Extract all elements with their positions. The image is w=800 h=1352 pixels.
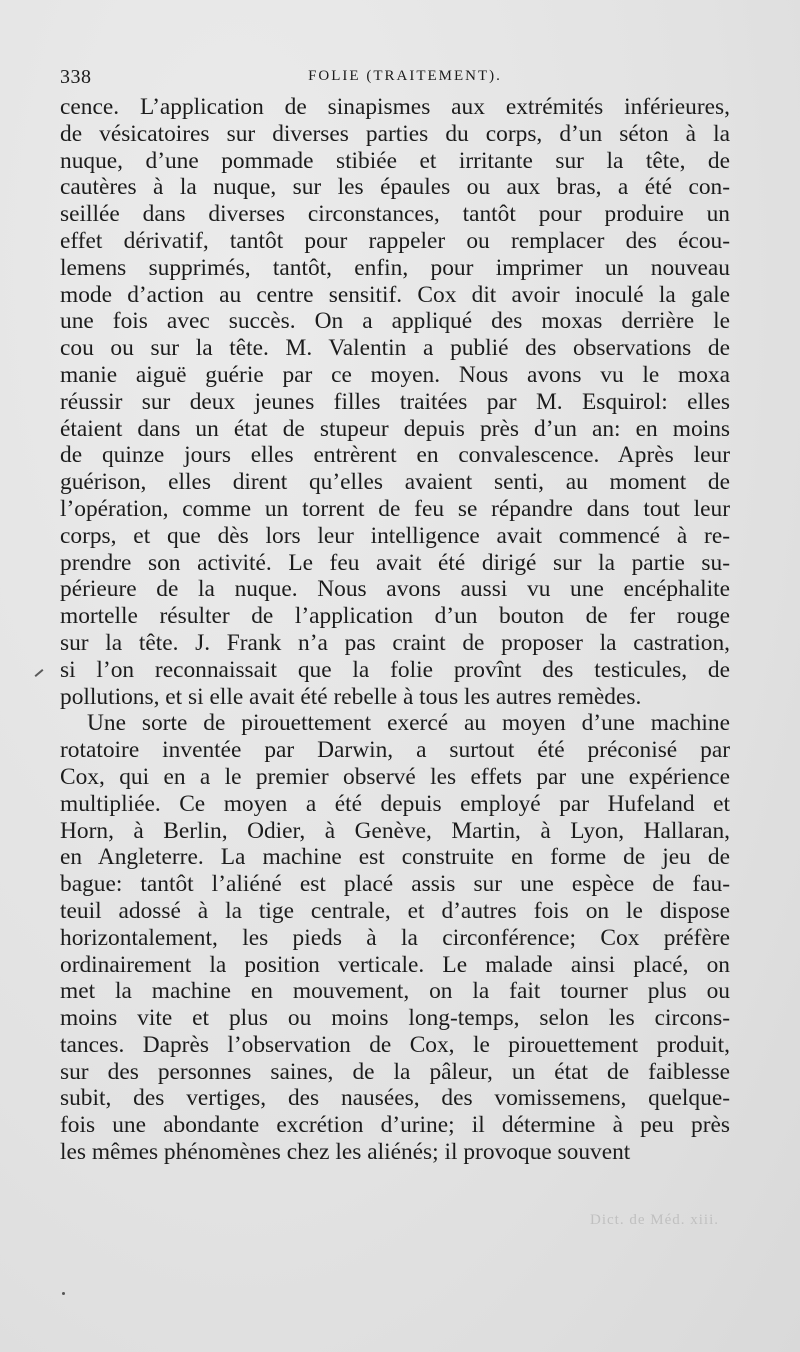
text-line: manie aiguë guérie par ce moyen. Nous avons vu le moxa bbox=[60, 361, 730, 388]
text-line: nuque, d’une pommade stibiée et irritante sur la tête, de bbox=[60, 147, 730, 174]
page-number: 338 bbox=[60, 66, 92, 88]
text-line: sur la tête. J. Frank n’a pas craint de proposer la castration, bbox=[60, 629, 730, 656]
text-line: horizontalement, les pieds à la circonférence; Cox préfère bbox=[60, 924, 730, 951]
text-line: rotatoire inventée par Darwin, a surtout été préconisé par bbox=[60, 737, 730, 764]
text-line: moins vite et plus ou moins long-temps, selon les circons- bbox=[60, 1005, 730, 1032]
text-line: en Angleterre. La machine est construite en forme de jeu de bbox=[60, 844, 730, 871]
text-line: Une sorte de pirouettement exercé au moyen d’une machine bbox=[87, 710, 730, 737]
text-line: fois une abondante excrétion d’urine; il détermine à peu près bbox=[60, 1112, 730, 1139]
text-line: réussir sur deux jeunes filles traitées par M. Esquirol: elles bbox=[60, 388, 730, 415]
text-line: ordinairement la position verticale. Le malade ainsi placé, on bbox=[60, 951, 730, 978]
text-line: lemens supprimés, tantôt, enfin, pour imprimer un nouveau bbox=[60, 254, 730, 281]
text-line: multipliée. Ce moyen a été depuis employé par Hufeland et bbox=[60, 790, 730, 817]
margin-mark bbox=[35, 669, 44, 677]
text-line: Cox, qui en a le premier observé les effets par une expérience bbox=[60, 763, 730, 790]
running-head: FOLIE (TRAITEMENT). bbox=[308, 68, 502, 84]
text-line: mortelle résulter de l’application d’un bouton de fer rouge bbox=[60, 603, 730, 630]
text-line: sur des personnes saines, de la pâleur, un état de faiblesse bbox=[60, 1058, 730, 1085]
text-line: si l’on reconnaissait que la folie provînt des testicules, de bbox=[60, 656, 730, 683]
text-line: cou ou sur la tête. M. Valentin a publié des observations de bbox=[60, 335, 730, 362]
text-line: Horn, à Berlin, Odier, à Genève, Martin, à Lyon, Hallaran, bbox=[60, 817, 730, 844]
text-line: une fois avec succès. On a appliqué des moxas derrière le bbox=[60, 308, 730, 335]
text-line: guérison, elles dirent qu’elles avaient senti, au moment de bbox=[60, 469, 730, 496]
text-line: bague: tantôt l’aliéné est placé assis sur une espèce de fau- bbox=[60, 871, 730, 898]
text-line: tances. Daprès l’observation de Cox, le pirouettement produit, bbox=[60, 1031, 730, 1058]
text-line: subit, des vertiges, des nausées, des vomissemens, quelque- bbox=[60, 1085, 730, 1112]
book-page bbox=[60, 66, 730, 1166]
show-through-text: Dict. de Méd. xiii. bbox=[590, 1212, 719, 1228]
paragraph bbox=[60, 710, 730, 1166]
text-line: seillée dans diverses circonstances, tantôt pour produire un bbox=[60, 201, 730, 228]
body-text bbox=[60, 94, 730, 1166]
text-line: pollutions, et si elle avait été rebelle à tous les autres remèdes. bbox=[60, 683, 642, 710]
text-line: l’opération, comme un torrent de feu se répandre dans tout leur bbox=[60, 495, 730, 522]
text-line: met la machine en mouvement, on la fait tourner plus ou bbox=[60, 978, 730, 1005]
text-line: corps, et que dès lors leur intelligence avait commencé à re- bbox=[60, 522, 730, 549]
text-line: teuil adossé à la tige centrale, et d’autres fois on le dispose bbox=[60, 897, 730, 924]
text-line: prendre son activité. Le feu avait été dirigé sur la partie su- bbox=[60, 549, 730, 576]
text-line: de vésicatoires sur diverses parties du corps, d’un séton à la bbox=[60, 120, 730, 147]
text-line: effet dérivatif, tantôt pour rappeler ou remplacer des écou- bbox=[60, 227, 730, 254]
text-line: périeure de la nuque. Nous avons aussi vu une encéphalite bbox=[60, 576, 730, 603]
text-line: mode d’action au centre sensitif. Cox dit avoir inoculé la gale bbox=[60, 281, 730, 308]
text-line: cence. L’application de sinapismes aux extrémités inférieures, bbox=[60, 94, 730, 120]
text-line: de quinze jours elles entrèrent en convalescence. Après leur bbox=[60, 442, 730, 469]
text-line: cautères à la nuque, sur les épaules ou aux bras, a été con- bbox=[60, 174, 730, 201]
text-line: étaient dans un état de stupeur depuis près d’un an: en moins bbox=[60, 415, 730, 442]
text-line: les mêmes phénomènes chez les aliénés; il provoque souvent bbox=[60, 1139, 631, 1166]
ink-speck bbox=[62, 1292, 65, 1295]
paragraph bbox=[60, 94, 730, 710]
page-header bbox=[60, 66, 730, 94]
